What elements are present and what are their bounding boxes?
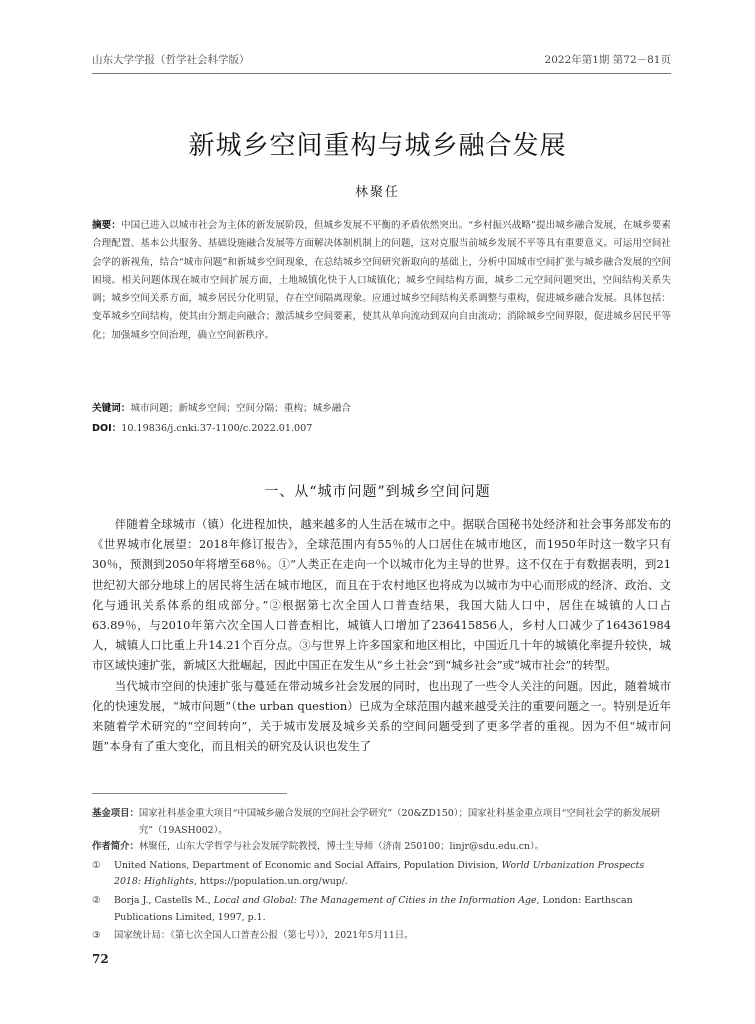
footnote-link[interactable]: , https://population.un.org/wup/.: [193, 876, 348, 888]
running-head: [92, 52, 671, 74]
doi-link[interactable]: 10.19836/j.cnki.37-1100/c.2022.01.007: [121, 423, 313, 434]
footnotes: [92, 806, 671, 945]
author-bio-text: 林聚任，山东大学哲学与社会发展学院教授，博士生导师（济南 250100；linjr@sdu.edu.cn）。: [138, 841, 545, 853]
footnote-3: [92, 928, 671, 945]
footnote-1: [92, 858, 671, 891]
funding-text: 国家社科基金重大项目“中国城乡融合发展的空间社会学研究”（20&ZD150）；国家社科基金重点项目“空间社会学的新发展研究”（19ASH002）。: [138, 808, 661, 836]
footnote-title-italic: World Urbanization Prospects 2018: Highlights: [114, 859, 645, 888]
funding-label: 基金项目：: [92, 808, 139, 819]
author-name: 林聚任: [354, 185, 400, 200]
journal-name: 山东大学学报（哲学社会科学版）: [92, 54, 250, 66]
footnote-text: [114, 858, 671, 891]
footnote-text: [114, 893, 671, 926]
doi-label: DOI：: [92, 423, 122, 434]
abstract: [92, 217, 671, 345]
footnote-text-part: Borja J., Castells M.,: [114, 894, 214, 906]
article-title: 新城乡空间重构与城乡融合发展: [188, 131, 567, 161]
footnote-text-part: , London: Earthscan Publications Limited, 1997, p.1.: [114, 894, 633, 923]
funding-note: [92, 806, 671, 839]
doi: [92, 420, 671, 434]
page-number: 72: [92, 952, 109, 966]
footnote-mark: ③: [92, 930, 101, 942]
section-heading: 一、从“城市问题”到城乡空间问题: [264, 484, 491, 500]
footnote-mark: ①: [92, 859, 101, 871]
body-paragraph-1: 伴随着全球城市（镇）化进程加快，越来越多的人生活在城市之中。据联合国秘书处经济和社会事务部发布的《世界城市化展望：2018年修订报告》，全球范围内有55％的人口居住在城市地区，而1950年时这一数字只有30％，预测到2050年将增至68％。①“人类正在走向一个以城市化为主导的世界。这不仅在于有数据表明，到21世纪初大部分地球上的居民将生活在城市地区，而且在于农村地区也将成为以城市为中心而形成的经济、政治、文化与通讯关系体系的组成部分。”②根据第七次全国人口普查结果，我国大陆人口中，居住在城镇的人口占63.89％，与2010年第六次全国人口普查相比，城镇人口增加了236415856人，乡村人口减少了164361984人，城镇人口比重上升14.21个百分点。③与世界上许多国家和地区相比，中国近几十年的城镇化率提升较快，城市区域快速扩张，新城区大批崛起，因此中国正在发生从“乡土社会”到“城乡社会”或“城市社会”的转型。: [92, 517, 671, 673]
issue-info: 2022年第1期 第72－81页: [544, 54, 671, 66]
footnote-mark: ②: [92, 894, 101, 906]
body-text: [92, 514, 671, 756]
body-paragraph-2: 当代城市空间的快速扩张与蔓延在带动城乡社会发展的同时，也出现了一些令人关注的问题。因此，随着城市化的快速发展，“城市问题”（the urban question）已成为全球范围内越来越受关注的重要问题之一。特别是近年来随着学术研究的“空间转向”，关于城市发展及城乡关系的空间问题受到了更多学者的重视。因为不但“城市问题”本身有了重大变化，而且相关的研究及认识也发生了: [92, 678, 671, 754]
author-bio-label: 作者简介：: [92, 841, 139, 853]
keywords-text: 城市问题；新城乡空间；空间分隔；重构；城乡融合: [130, 403, 352, 414]
abstract-text: 中国已进入以城市社会为主体的新发展阶段，但城乡发展不平衡的矛盾依然突出。“乡村振兴战略”提出城乡融合发展，在城乡要素合理配置、基本公共服务、基础设施融合发展等方面解决体制机制上的问题，这对克服当前城乡发展不平等具有重要意义。可运用空间社会学的新视角，结合“城市问题”和新城乡空间现象，在总结城乡空间研究新取向的基础上，分析中国城市空间扩张与城乡融合发展的空间困境。相关问题体现在城市空间扩展方面，土地城镇化快于人口城镇化；城乡空间结构方面，城乡二元空间问题突出，空间结构关系失调；城乡空间关系方面，城乡居民分化明显，存在空间隔离现象。应通过城乡空间结构关系调整与重构，促进城乡融合发展。具体包括：变革城乡空间结构，使其由分割走向融合；激活城乡空间要素，使其从单向流动到双向自由流动；消除城乡空间界限，促进城乡居民平等化；加强城乡空间治理，确立空间新秩序。: [92, 220, 672, 341]
keywords-label: 关键词：: [92, 403, 131, 414]
footnote-text-part: United Nations, Department of Economic and Social Affairs, Population Division,: [114, 859, 502, 871]
footnote-text: [114, 928, 671, 945]
footnote-2: [92, 893, 671, 926]
footnote-title-italic: Local and Global: The Management of Cities in the Information Age: [213, 894, 537, 906]
author-bio-note: [92, 839, 671, 856]
keywords: [92, 400, 671, 414]
footnote-divider: [92, 793, 287, 794]
abstract-label: 摘要：: [92, 220, 121, 231]
footnote-text-part: 国家统计局：《第七次全国人口普查公报（第七号）》，2021年5月11日。: [114, 930, 414, 942]
